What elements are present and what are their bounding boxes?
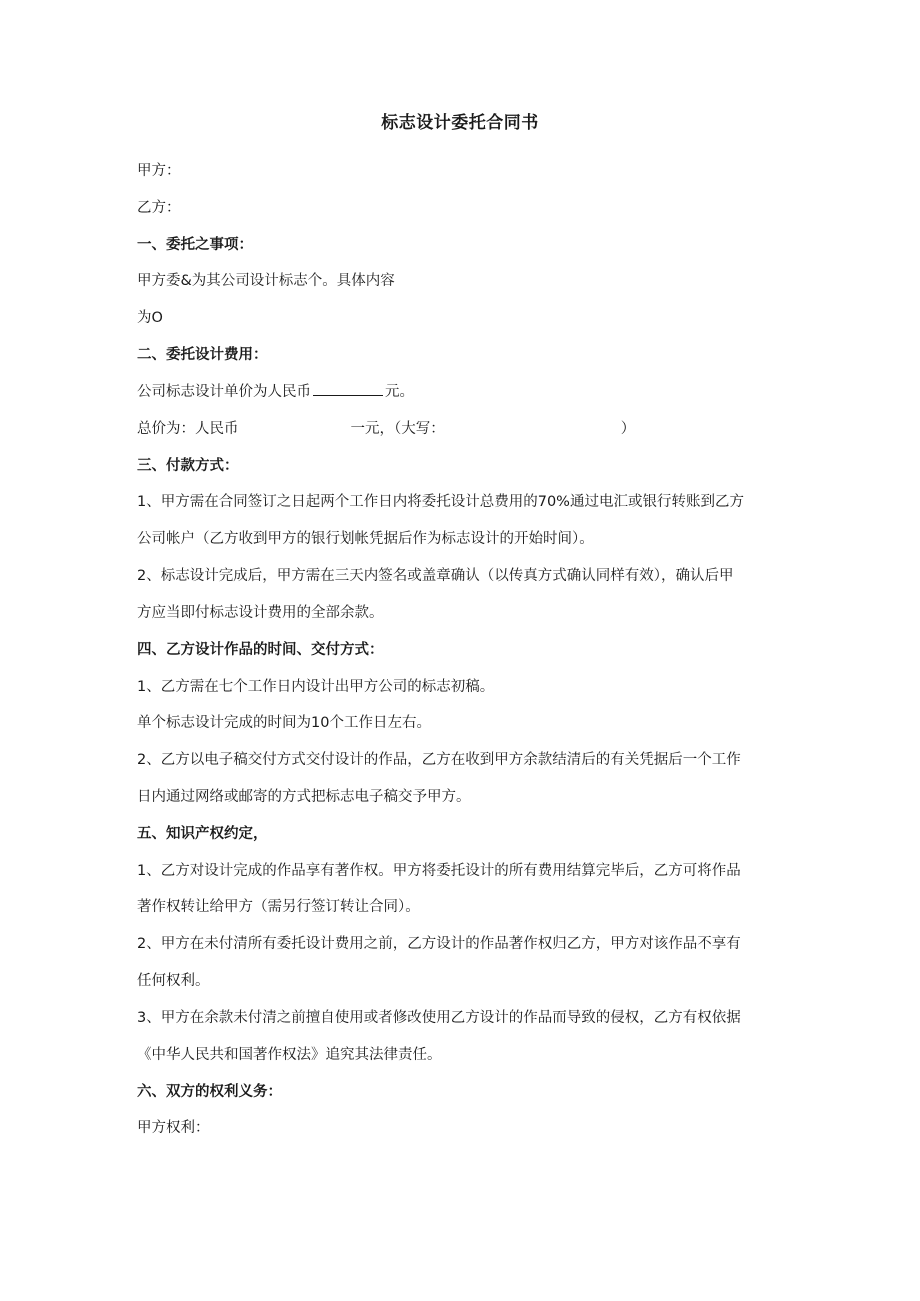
section-2-heading: 二、委托设计费用： xyxy=(137,347,268,363)
unit-price-text: 公司标志设计单价为人民币 xyxy=(137,384,311,400)
section-5-heading: 五、知识产权约定， xyxy=(137,826,268,842)
section-3-heading: 三、付款方式： xyxy=(137,458,239,474)
total-price-yuan: 一元，（大写： xyxy=(350,421,445,437)
section-3-p1-line-1: 1、甲方需在合同签订之日起两个工作日内将委托设计总费用的70%通过电汇或银行转账到乙方 xyxy=(137,494,744,510)
section-1-line-2: 为O xyxy=(137,310,163,326)
section-3-p2-line-2: 方应当即付标志设计费用的全部余款。 xyxy=(137,605,384,621)
section-4-p1b: 单个标志设计完成的时间为10个工作日左右。 xyxy=(137,715,431,731)
section-5-p1-line-1: 1、乙方对设计完成的作品享有著作权。甲方将委托设计的所有费用结算完毕后，乙方可将作品 xyxy=(137,863,741,879)
party-a-line: 甲方： xyxy=(137,163,181,179)
section-4-p2-line-2: 日内通过网络或邮寄的方式把标志电子稿交予甲方。 xyxy=(137,789,471,805)
section-5-p3-line-2: 《中华人民共和国著作权法》追究其法律责任。 xyxy=(137,1047,442,1063)
section-3-p1-line-2: 公司帐户（乙方收到甲方的银行划帐凭据后作为标志设计的开始时间）。 xyxy=(137,531,594,547)
section-1-line-1: 甲方委&为其公司设计标志个。具体内容 xyxy=(137,273,395,289)
total-price-close: ） xyxy=(620,421,636,437)
unit-price-suffix: 元。 xyxy=(385,384,414,400)
section-4-heading: 四、乙方设计作品的时间、交付方式： xyxy=(137,642,384,658)
section-3-p2-line-1: 2、标志设计完成后，甲方需在三天内签名或盖章确认（以传真方式确认同样有效），确认后甲 xyxy=(137,568,734,584)
party-b-line: 乙方： xyxy=(137,200,181,216)
section-4-p2-line-1: 2、乙方以电子稿交付方式交付设计的作品，乙方在收到甲方余款结清后的有关凭据后一个工作 xyxy=(137,752,741,768)
unit-price-line xyxy=(137,381,797,403)
total-price-label: 总价为：人民币 xyxy=(137,421,239,437)
section-1-heading: 一、委托之事项： xyxy=(137,237,253,253)
section-5-p3-line-1: 3、甲方在余款未付清之前擅自使用或者修改使用乙方设计的作品而导致的侵权，乙方有权依据 xyxy=(137,1010,741,1026)
party-a-rights-line: 甲方权利： xyxy=(137,1120,210,1136)
document-title: 标志设计委托合同书 xyxy=(381,113,539,133)
section-4-p1: 1、乙方需在七个工作日内设计出甲方公司的标志初稿。 xyxy=(137,679,495,695)
total-price-line xyxy=(137,418,797,440)
section-5-p2-line-1: 2、甲方在未付清所有委托设计费用之前，乙方设计的作品著作权归乙方，甲方对该作品不享有 xyxy=(137,936,741,952)
section-5-p2-line-2: 任何权利。 xyxy=(137,973,210,989)
unit-price-blank xyxy=(313,381,383,396)
section-5-p1-line-2: 著作权转让给甲方（需另行签订转让合同）。 xyxy=(137,899,420,915)
section-6-heading: 六、双方的权利义务： xyxy=(137,1084,282,1100)
